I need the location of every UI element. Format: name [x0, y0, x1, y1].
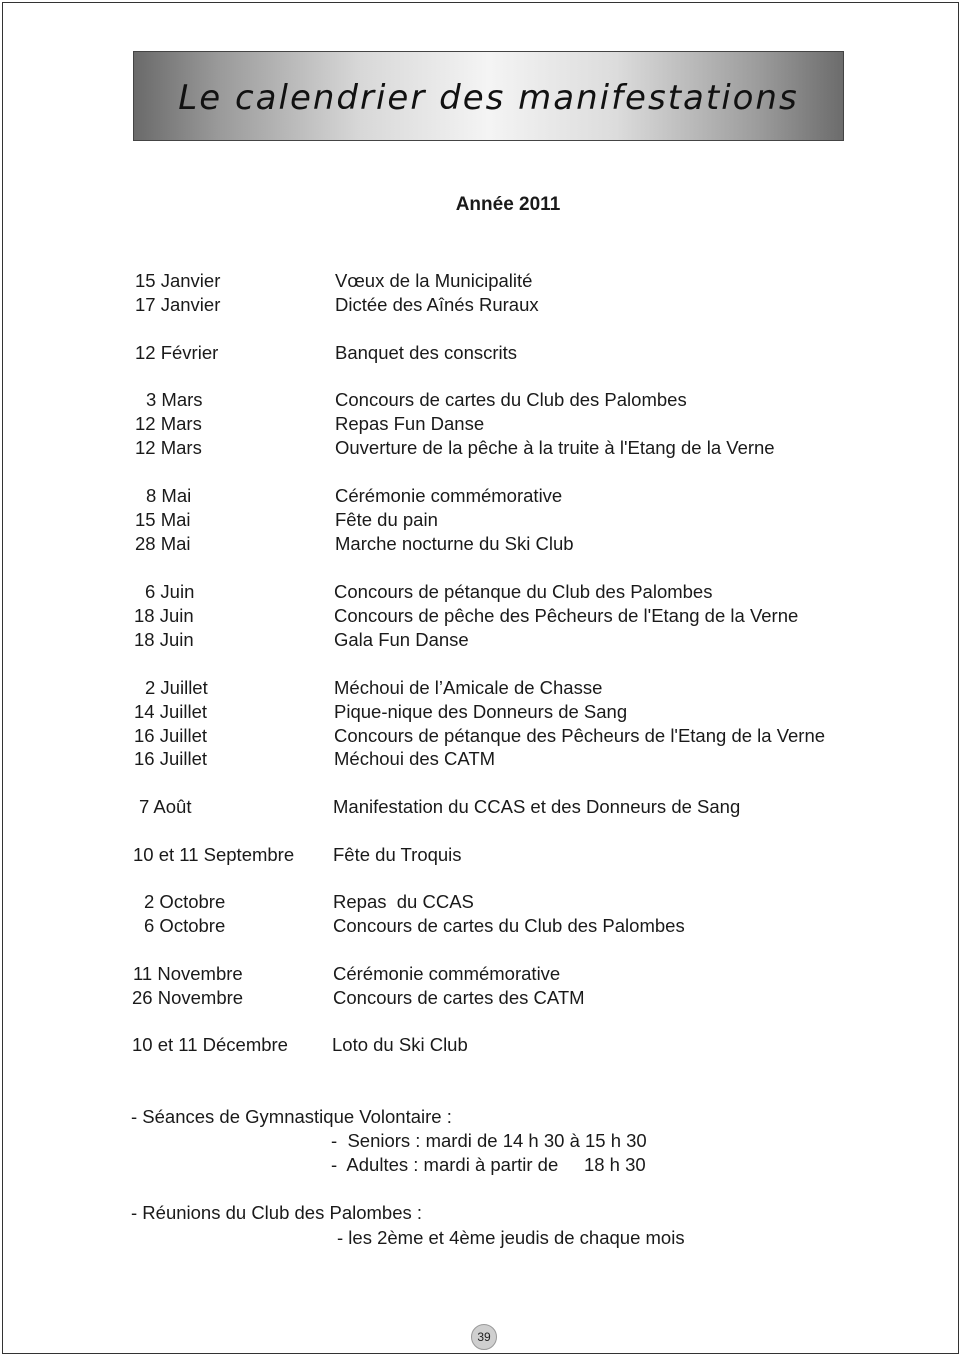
event-date: 11 Novembre [133, 963, 243, 984]
event-date: 26 Novembre [132, 987, 244, 1008]
event-title: Concours de cartes du Club des Palombes [335, 389, 687, 410]
event-title: Cérémonie commémorative [335, 485, 563, 506]
event-title: Dictée des Aînés Ruraux [335, 294, 539, 315]
event-title: Fête du pain [335, 509, 438, 530]
event-date: 28 Mai [135, 533, 191, 554]
event-date: 12 Mars [135, 413, 202, 434]
club-heading: - Réunions du Club des Palombes : [131, 1202, 423, 1223]
event-date: 12 Février [135, 342, 219, 363]
event-date: 2 Juillet [145, 677, 208, 698]
event-date: 16 Juillet [134, 748, 208, 769]
event-date: 6 Octobre [144, 915, 226, 936]
event-date: 14 Juillet [134, 701, 208, 722]
event-date: 15 Mai [135, 509, 191, 530]
event-title: Concours de cartes du Club des Palombes [333, 915, 685, 936]
event-title: Loto du Ski Club [332, 1034, 468, 1055]
event-title: Repas du CCAS [333, 891, 474, 912]
gym-seniors-schedule: - Seniors : mardi de 14 h 30 à 15 h 30 [331, 1130, 647, 1151]
event-title: Pique-nique des Donneurs de Sang [334, 701, 628, 722]
event-title: Concours de pétanque du Club des Palombes [334, 581, 713, 602]
event-title: Concours de pétanque des Pêcheurs de l'Etang de la Verne [334, 725, 826, 746]
event-date: 12 Mars [135, 437, 202, 458]
event-title: Concours de pêche des Pêcheurs de l'Etang de la Verne [334, 605, 799, 626]
event-date: 8 Mai [146, 485, 192, 506]
page-title: Le calendrier des manifestations [178, 78, 799, 118]
gym-adults-schedule: - Adultes : mardi à partir de 18 h 30 [331, 1154, 646, 1175]
event-title: Ouverture de la pêche à la truite à l'Etang de la Verne [335, 437, 775, 458]
gym-heading: - Séances de Gymnastique Volontaire : [131, 1106, 452, 1127]
page-number: 39 [471, 1324, 497, 1350]
event-date: 10 et 11 Décembre [132, 1034, 288, 1055]
club-schedule: - les 2ème et 4ème jeudis de chaque mois [337, 1227, 685, 1248]
event-title: Méchoui de l’Amicale de Chasse [334, 677, 603, 698]
event-date: 18 Juin [134, 605, 194, 626]
title-banner [133, 51, 844, 141]
event-date: 2 Octobre [144, 891, 226, 912]
event-title: Manifestation du CCAS et des Donneurs de Sang [333, 796, 741, 817]
event-date: 18 Juin [134, 629, 194, 650]
event-title: Vœux de la Municipalité [335, 270, 533, 291]
event-date: 17 Janvier [135, 294, 221, 315]
event-title: Cérémonie commémorative [333, 963, 561, 984]
event-title: Gala Fun Danse [334, 629, 469, 650]
event-date: 6 Juin [145, 581, 195, 602]
event-date: 3 Mars [146, 389, 203, 410]
event-date: 16 Juillet [134, 725, 208, 746]
event-date: 7 Août [139, 796, 192, 817]
event-date: 15 Janvier [135, 270, 221, 291]
event-title: Concours de cartes des CATM [333, 987, 585, 1008]
year-heading: Année 2011 [455, 194, 561, 215]
event-title: Repas Fun Danse [335, 413, 485, 434]
event-title: Marche nocturne du Ski Club [335, 533, 574, 554]
event-date: 10 et 11 Septembre [133, 844, 295, 865]
event-title: Fête du Troquis [333, 844, 462, 865]
event-title: Méchoui des CATM [334, 748, 496, 769]
event-title: Banquet des conscrits [335, 342, 518, 363]
